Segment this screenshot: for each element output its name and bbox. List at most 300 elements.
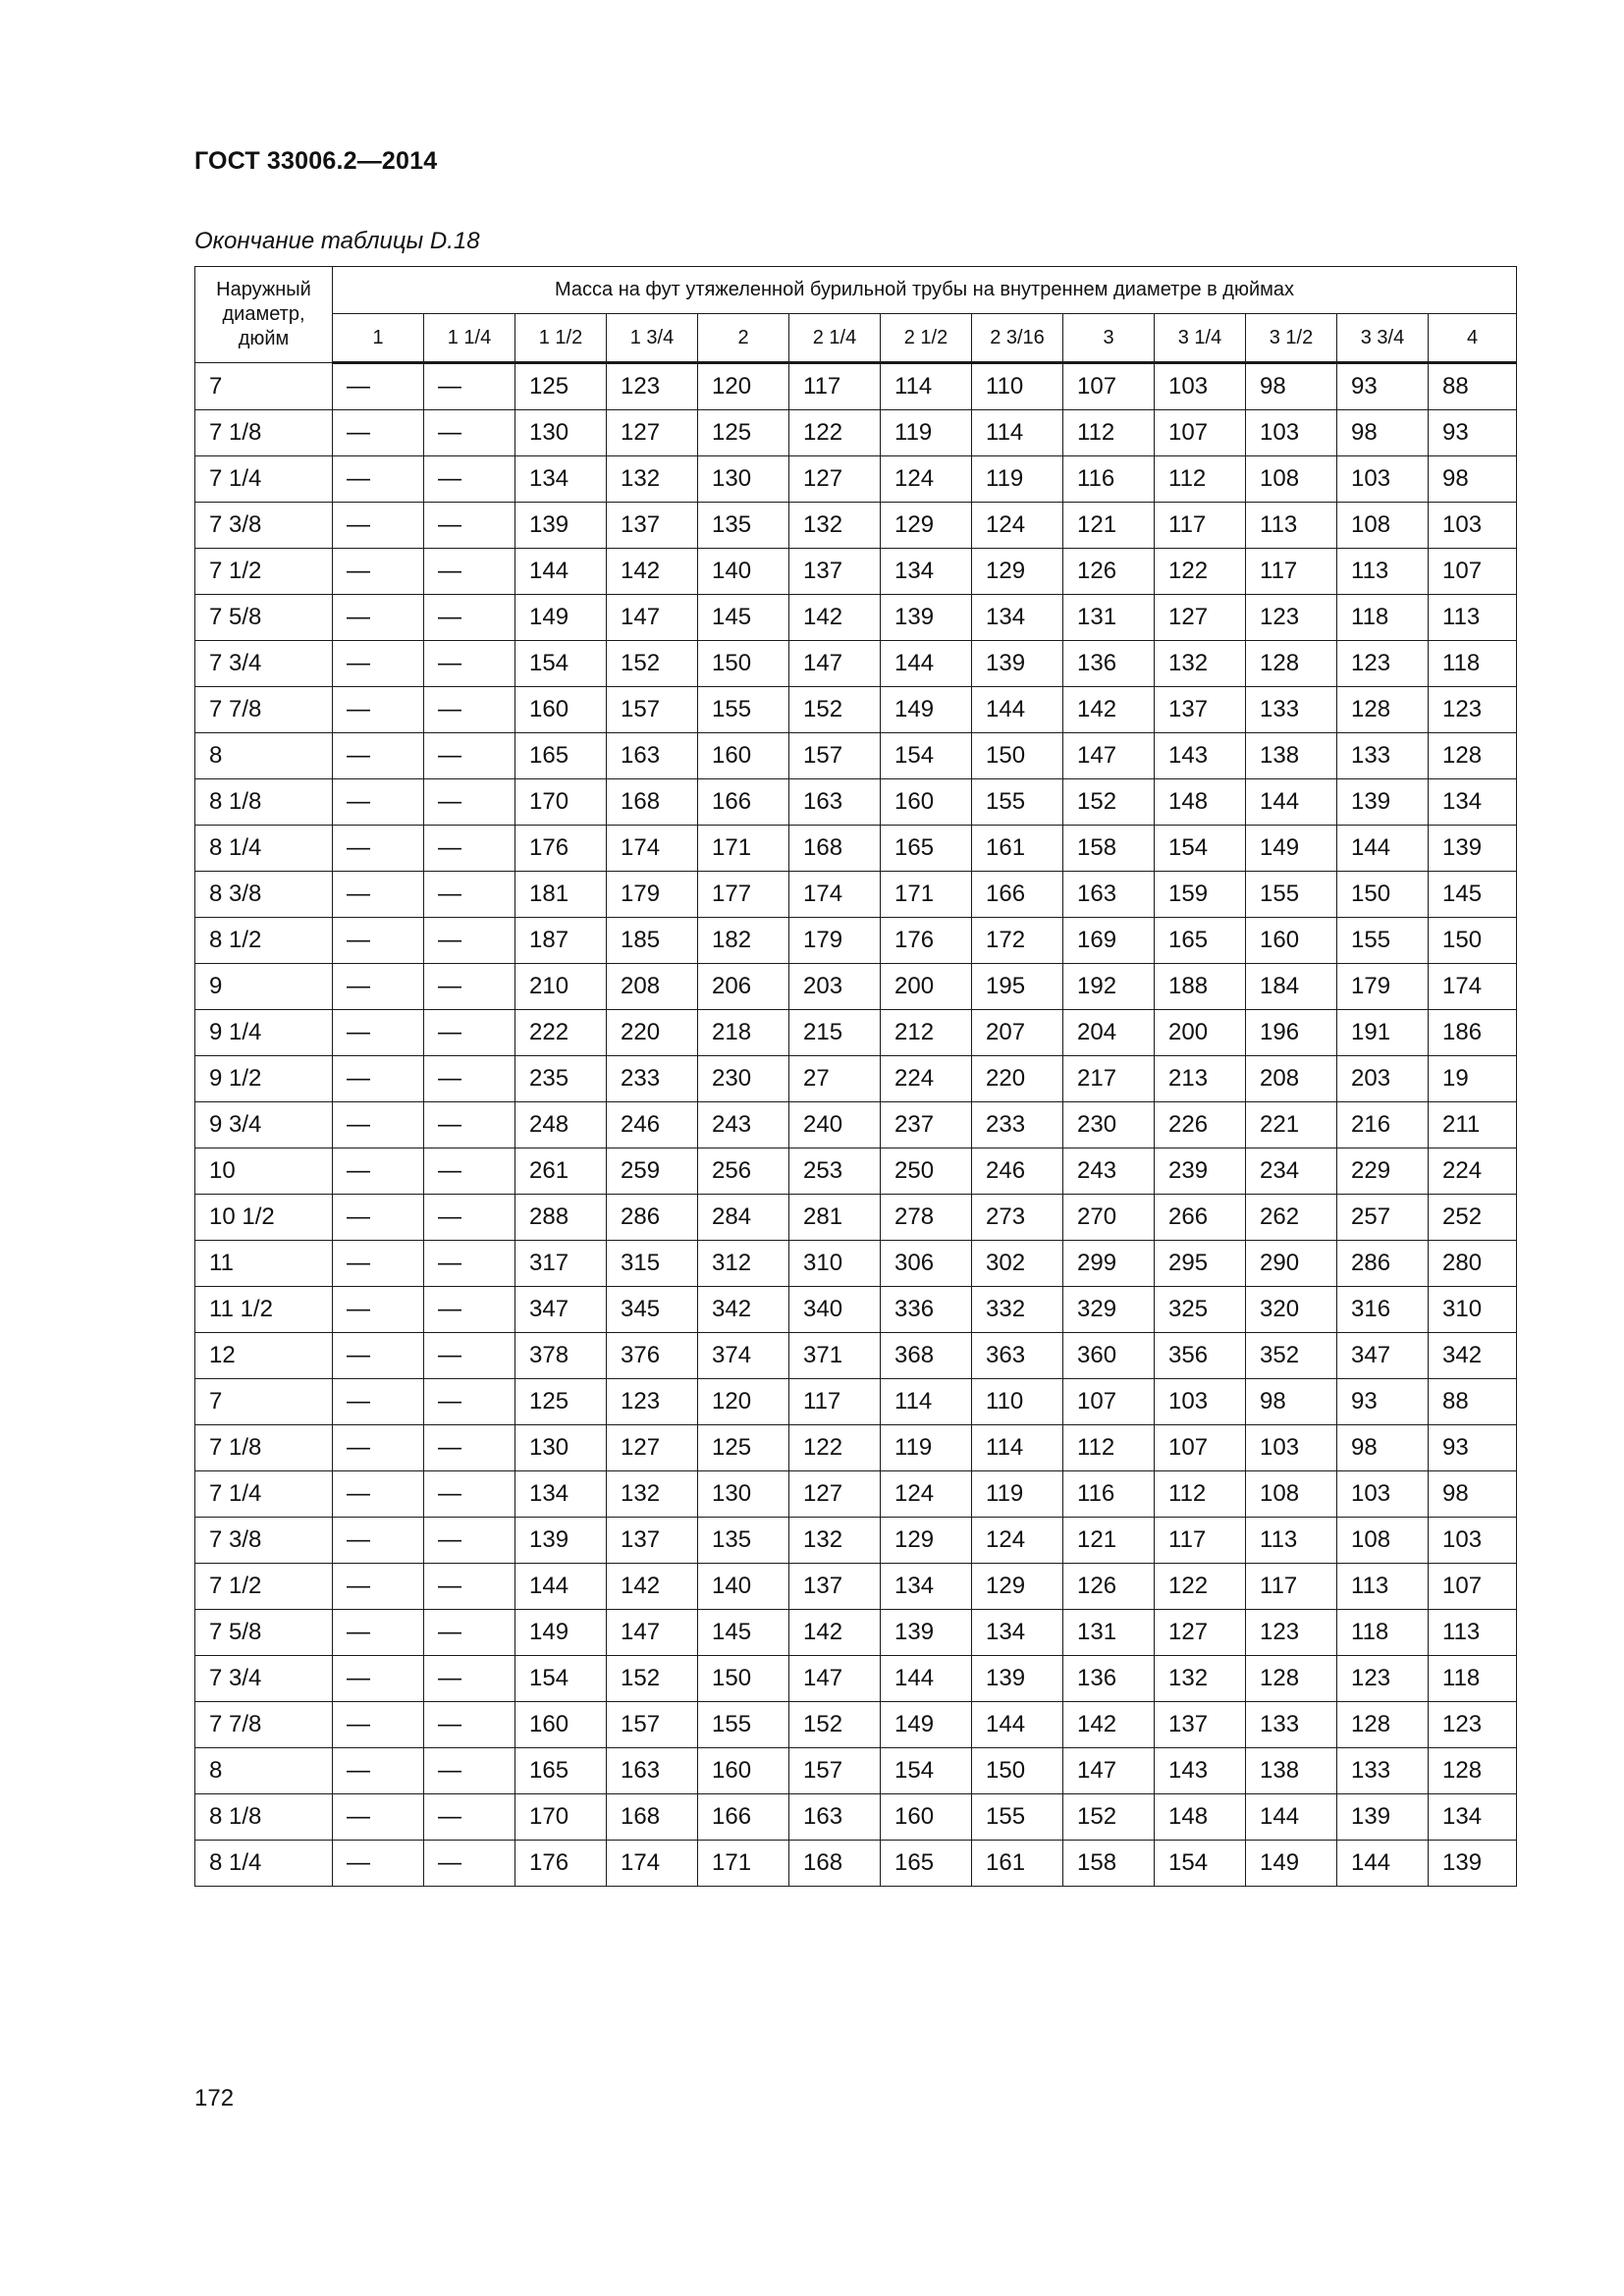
- column-header: 2 1/2: [881, 314, 972, 363]
- mass-cell: 221: [1246, 1102, 1337, 1148]
- mass-cell: 224: [1429, 1148, 1517, 1195]
- mass-cell: 130: [698, 1471, 789, 1518]
- outer-diameter-cell: 7 7/8: [195, 687, 333, 733]
- table-row: [195, 1148, 1517, 1195]
- mass-cell: 124: [881, 456, 972, 503]
- outer-diameter-cell: 11 1/2: [195, 1287, 333, 1333]
- outer-diameter-cell: 12: [195, 1333, 333, 1379]
- mass-cell: —: [333, 503, 424, 549]
- mass-cell: —: [424, 1195, 515, 1241]
- mass-cell: 240: [789, 1102, 881, 1148]
- mass-cell: 113: [1429, 1610, 1517, 1656]
- mass-cell: —: [424, 779, 515, 826]
- table-body: [195, 363, 1517, 1887]
- outer-diameter-cell: 7 1/2: [195, 1564, 333, 1610]
- data-table: [194, 266, 1517, 1887]
- mass-cell: 230: [698, 1056, 789, 1102]
- mass-cell: 312: [698, 1241, 789, 1287]
- mass-cell: 176: [881, 918, 972, 964]
- mass-cell: 129: [881, 1518, 972, 1564]
- mass-cell: —: [333, 1195, 424, 1241]
- mass-cell: 124: [881, 1471, 972, 1518]
- mass-cell: 114: [881, 363, 972, 410]
- mass-cell: —: [333, 1841, 424, 1887]
- mass-cell: 207: [972, 1010, 1063, 1056]
- mass-cell: 154: [1155, 1841, 1246, 1887]
- mass-cell: —: [424, 1379, 515, 1425]
- outer-diameter-cell: 7 7/8: [195, 1702, 333, 1748]
- mass-cell: 154: [515, 1656, 607, 1702]
- mass-cell: 143: [1155, 1748, 1246, 1794]
- mass-cell: 154: [881, 733, 972, 779]
- mass-cell: 123: [1429, 1702, 1517, 1748]
- mass-cell: 157: [607, 1702, 698, 1748]
- mass-cell: 117: [1155, 503, 1246, 549]
- mass-cell: —: [424, 964, 515, 1010]
- mass-cell: 123: [1429, 687, 1517, 733]
- mass-cell: 122: [1155, 549, 1246, 595]
- mass-cell: 149: [1246, 1841, 1337, 1887]
- mass-cell: 200: [1155, 1010, 1246, 1056]
- mass-cell: 315: [607, 1241, 698, 1287]
- mass-cell: 160: [515, 687, 607, 733]
- outer-diameter-cell: 8 1/4: [195, 1841, 333, 1887]
- mass-cell: 347: [1337, 1333, 1429, 1379]
- mass-cell: 145: [1429, 872, 1517, 918]
- column-header: 2 1/4: [789, 314, 881, 363]
- mass-cell: 144: [1337, 1841, 1429, 1887]
- mass-cell: 226: [1155, 1102, 1246, 1148]
- mass-cell: 103: [1429, 1518, 1517, 1564]
- mass-cell: 108: [1246, 456, 1337, 503]
- mass-cell: —: [424, 687, 515, 733]
- mass-cell: 107: [1155, 1425, 1246, 1471]
- mass-cell: 142: [607, 1564, 698, 1610]
- table-row: [195, 456, 1517, 503]
- mass-cell: 132: [1155, 641, 1246, 687]
- mass-cell: 273: [972, 1195, 1063, 1241]
- mass-cell: 166: [698, 1794, 789, 1841]
- mass-cell: 152: [789, 1702, 881, 1748]
- mass-cell: 98: [1337, 1425, 1429, 1471]
- mass-cell: 306: [881, 1241, 972, 1287]
- mass-cell: 154: [1155, 826, 1246, 872]
- mass-cell: 155: [972, 1794, 1063, 1841]
- outer-diameter-cell: 8 1/2: [195, 918, 333, 964]
- column-header: 1 1/4: [424, 314, 515, 363]
- mass-cell: 128: [1337, 1702, 1429, 1748]
- mass-cell: 168: [607, 1794, 698, 1841]
- mass-cell: 165: [515, 733, 607, 779]
- mass-cell: 188: [1155, 964, 1246, 1010]
- table-row: [195, 1518, 1517, 1564]
- table-row: [195, 1564, 1517, 1610]
- mass-cell: 137: [607, 1518, 698, 1564]
- outer-diameter-cell: 7 3/8: [195, 503, 333, 549]
- mass-cell: —: [424, 641, 515, 687]
- mass-cell: 155: [1246, 872, 1337, 918]
- mass-cell: 144: [515, 549, 607, 595]
- mass-cell: 157: [607, 687, 698, 733]
- mass-cell: 171: [698, 826, 789, 872]
- mass-cell: 220: [972, 1056, 1063, 1102]
- mass-cell: 342: [1429, 1333, 1517, 1379]
- mass-cell: 103: [1246, 1425, 1337, 1471]
- mass-cell: 133: [1246, 687, 1337, 733]
- mass-cell: 152: [789, 687, 881, 733]
- outer-diameter-cell: 10 1/2: [195, 1195, 333, 1241]
- column-header: 3 1/2: [1246, 314, 1337, 363]
- mass-cell: 134: [515, 456, 607, 503]
- mass-cell: 119: [972, 1471, 1063, 1518]
- outer-diameter-cell: 8 1/8: [195, 779, 333, 826]
- mass-cell: —: [424, 1748, 515, 1794]
- mass-cell: 150: [698, 1656, 789, 1702]
- mass-cell: 253: [789, 1148, 881, 1195]
- mass-cell: —: [424, 456, 515, 503]
- mass-cell: 135: [698, 1518, 789, 1564]
- mass-cell: 93: [1337, 363, 1429, 410]
- mass-cell: 191: [1337, 1010, 1429, 1056]
- outer-diameter-cell: 7 5/8: [195, 1610, 333, 1656]
- mass-cell: 165: [515, 1748, 607, 1794]
- mass-cell: 112: [1155, 456, 1246, 503]
- outer-diameter-cell: 9 3/4: [195, 1102, 333, 1148]
- mass-cell: 320: [1246, 1287, 1337, 1333]
- mass-cell: —: [333, 733, 424, 779]
- mass-cell: 150: [698, 641, 789, 687]
- mass-cell: 123: [1337, 641, 1429, 687]
- mass-cell: 176: [515, 1841, 607, 1887]
- mass-cell: 107: [1063, 1379, 1155, 1425]
- outer-diameter-cell: 7 1/2: [195, 549, 333, 595]
- outer-diameter-cell: 7 1/4: [195, 1471, 333, 1518]
- column-header-row: [195, 314, 1517, 363]
- mass-cell: 113: [1337, 1564, 1429, 1610]
- mass-cell: 155: [698, 687, 789, 733]
- outer-diameter-cell: 9: [195, 964, 333, 1010]
- mass-cell: 165: [881, 1841, 972, 1887]
- mass-cell: 218: [698, 1010, 789, 1056]
- mass-cell: 237: [881, 1102, 972, 1148]
- mass-cell: 123: [607, 363, 698, 410]
- mass-cell: 174: [1429, 964, 1517, 1010]
- mass-cell: —: [424, 1056, 515, 1102]
- mass-cell: 117: [789, 363, 881, 410]
- table-row: [195, 964, 1517, 1010]
- table-caption: Окончание таблицы D.18: [194, 228, 480, 254]
- mass-cell: 149: [515, 1610, 607, 1656]
- mass-cell: 299: [1063, 1241, 1155, 1287]
- mass-cell: 107: [1063, 363, 1155, 410]
- mass-cell: 127: [789, 1471, 881, 1518]
- table-row: [195, 733, 1517, 779]
- mass-cell: 179: [789, 918, 881, 964]
- outer-diameter-cell: 7 3/4: [195, 641, 333, 687]
- outer-diameter-cell: 8 1/4: [195, 826, 333, 872]
- mass-cell: 122: [1155, 1564, 1246, 1610]
- mass-cell: 152: [1063, 1794, 1155, 1841]
- mass-cell: 107: [1429, 549, 1517, 595]
- mass-cell: 144: [1337, 826, 1429, 872]
- mass-cell: 147: [1063, 733, 1155, 779]
- mass-cell: —: [424, 1702, 515, 1748]
- mass-cell: 126: [1063, 549, 1155, 595]
- mass-cell: 120: [698, 1379, 789, 1425]
- table-row: [195, 549, 1517, 595]
- mass-cell: 149: [515, 595, 607, 641]
- mass-cell: —: [333, 779, 424, 826]
- mass-cell: 138: [1246, 733, 1337, 779]
- mass-cell: 259: [607, 1148, 698, 1195]
- mass-cell: 128: [1246, 641, 1337, 687]
- mass-cell: —: [333, 1287, 424, 1333]
- mass-cell: 147: [789, 641, 881, 687]
- mass-cell: 144: [1246, 1794, 1337, 1841]
- mass-cell: —: [333, 1241, 424, 1287]
- mass-cell: 147: [789, 1656, 881, 1702]
- mass-cell: 172: [972, 918, 1063, 964]
- table-row: [195, 1241, 1517, 1287]
- mass-cell: 144: [1246, 779, 1337, 826]
- mass-cell: 129: [972, 1564, 1063, 1610]
- mass-cell: —: [333, 1794, 424, 1841]
- mass-cell: —: [424, 1287, 515, 1333]
- mass-cell: —: [424, 1794, 515, 1841]
- column-header: 3: [1063, 314, 1155, 363]
- mass-cell: 110: [972, 1379, 1063, 1425]
- mass-cell: —: [333, 410, 424, 456]
- mass-cell: 149: [881, 687, 972, 733]
- mass-cell: 139: [881, 1610, 972, 1656]
- mass-cell: 186: [1429, 1010, 1517, 1056]
- mass-cell: 168: [607, 779, 698, 826]
- mass-cell: 286: [1337, 1241, 1429, 1287]
- column-header: 2 3/16: [972, 314, 1063, 363]
- mass-cell: 130: [515, 410, 607, 456]
- mass-cell: 163: [789, 779, 881, 826]
- mass-cell: 182: [698, 918, 789, 964]
- mass-cell: 360: [1063, 1333, 1155, 1379]
- mass-cell: 134: [972, 1610, 1063, 1656]
- mass-cell: —: [424, 826, 515, 872]
- mass-cell: 103: [1429, 503, 1517, 549]
- corner-header: Наружный диаметр, дюйм: [195, 267, 333, 363]
- mass-cell: —: [424, 1148, 515, 1195]
- mass-cell: 208: [1246, 1056, 1337, 1102]
- mass-cell: 139: [881, 595, 972, 641]
- mass-cell: —: [333, 595, 424, 641]
- mass-cell: 150: [1429, 918, 1517, 964]
- mass-cell: 140: [698, 1564, 789, 1610]
- mass-cell: 235: [515, 1056, 607, 1102]
- outer-diameter-cell: 8 3/8: [195, 872, 333, 918]
- mass-cell: 233: [972, 1102, 1063, 1148]
- mass-cell: 108: [1337, 503, 1429, 549]
- mass-cell: 356: [1155, 1333, 1246, 1379]
- page-number: 172: [194, 2085, 235, 2111]
- mass-cell: —: [424, 1518, 515, 1564]
- mass-cell: 147: [607, 595, 698, 641]
- mass-cell: 210: [515, 964, 607, 1010]
- mass-cell: 144: [972, 1702, 1063, 1748]
- table-row: [195, 687, 1517, 733]
- mass-cell: 246: [972, 1148, 1063, 1195]
- mass-cell: 113: [1246, 1518, 1337, 1564]
- table-row: [195, 1333, 1517, 1379]
- mass-cell: 222: [515, 1010, 607, 1056]
- outer-diameter-cell: 7 1/8: [195, 410, 333, 456]
- mass-cell: 150: [1337, 872, 1429, 918]
- mass-cell: —: [424, 503, 515, 549]
- mass-cell: 281: [789, 1195, 881, 1241]
- mass-cell: 290: [1246, 1241, 1337, 1287]
- mass-cell: 139: [1429, 826, 1517, 872]
- mass-cell: 145: [698, 1610, 789, 1656]
- mass-cell: 129: [972, 549, 1063, 595]
- mass-cell: 138: [1246, 1748, 1337, 1794]
- mass-cell: 208: [607, 964, 698, 1010]
- mass-cell: 119: [881, 410, 972, 456]
- table-row: [195, 503, 1517, 549]
- mass-cell: 310: [1429, 1287, 1517, 1333]
- mass-cell: —: [333, 1702, 424, 1748]
- mass-cell: —: [333, 872, 424, 918]
- mass-cell: 117: [1246, 1564, 1337, 1610]
- mass-cell: 103: [1337, 1471, 1429, 1518]
- mass-cell: 123: [607, 1379, 698, 1425]
- mass-cell: 98: [1429, 1471, 1517, 1518]
- mass-cell: 108: [1246, 1471, 1337, 1518]
- mass-cell: 196: [1246, 1010, 1337, 1056]
- mass-cell: 137: [1155, 1702, 1246, 1748]
- mass-cell: 257: [1337, 1195, 1429, 1241]
- column-header: 4: [1429, 314, 1517, 363]
- table-row: [195, 1841, 1517, 1887]
- mass-cell: 134: [1429, 779, 1517, 826]
- mass-cell: 142: [789, 1610, 881, 1656]
- mass-cell: 220: [607, 1010, 698, 1056]
- outer-diameter-cell: 7: [195, 363, 333, 410]
- mass-cell: 134: [881, 1564, 972, 1610]
- mass-cell: —: [333, 1102, 424, 1148]
- mass-cell: 128: [1337, 687, 1429, 733]
- mass-cell: 288: [515, 1195, 607, 1241]
- mass-cell: 134: [1429, 1794, 1517, 1841]
- mass-cell: —: [333, 549, 424, 595]
- mass-cell: 317: [515, 1241, 607, 1287]
- mass-cell: 352: [1246, 1333, 1337, 1379]
- mass-cell: 147: [607, 1610, 698, 1656]
- mass-cell: 147: [1063, 1748, 1155, 1794]
- mass-cell: 166: [698, 779, 789, 826]
- mass-cell: 116: [1063, 1471, 1155, 1518]
- mass-cell: 171: [881, 872, 972, 918]
- mass-cell: 170: [515, 779, 607, 826]
- mass-cell: 203: [1337, 1056, 1429, 1102]
- mass-cell: 128: [1429, 1748, 1517, 1794]
- outer-diameter-cell: 7 1/4: [195, 456, 333, 503]
- mass-cell: 345: [607, 1287, 698, 1333]
- mass-cell: 133: [1246, 1702, 1337, 1748]
- mass-cell: 139: [515, 1518, 607, 1564]
- mass-cell: 371: [789, 1333, 881, 1379]
- mass-cell: 159: [1155, 872, 1246, 918]
- table-row: [195, 410, 1517, 456]
- mass-cell: 127: [1155, 1610, 1246, 1656]
- mass-cell: 266: [1155, 1195, 1246, 1241]
- mass-cell: 125: [515, 363, 607, 410]
- mass-cell: —: [333, 363, 424, 410]
- mass-cell: 270: [1063, 1195, 1155, 1241]
- mass-cell: 295: [1155, 1241, 1246, 1287]
- mass-cell: 113: [1246, 503, 1337, 549]
- mass-cell: 161: [972, 1841, 1063, 1887]
- mass-cell: —: [424, 595, 515, 641]
- column-header: 1 3/4: [607, 314, 698, 363]
- mass-cell: 118: [1337, 595, 1429, 641]
- table-row: [195, 1056, 1517, 1102]
- mass-cell: 187: [515, 918, 607, 964]
- mass-cell: 160: [698, 733, 789, 779]
- mass-cell: —: [424, 872, 515, 918]
- mass-cell: —: [424, 1656, 515, 1702]
- mass-cell: 157: [789, 733, 881, 779]
- mass-cell: 130: [515, 1425, 607, 1471]
- mass-cell: 114: [972, 1425, 1063, 1471]
- mass-cell: 192: [1063, 964, 1155, 1010]
- mass-cell: 119: [972, 456, 1063, 503]
- mass-cell: 200: [881, 964, 972, 1010]
- table-row: [195, 1748, 1517, 1794]
- mass-cell: 154: [881, 1748, 972, 1794]
- mass-cell: 98: [1337, 410, 1429, 456]
- mass-cell: 176: [515, 826, 607, 872]
- mass-cell: 239: [1155, 1148, 1246, 1195]
- mass-cell: 213: [1155, 1056, 1246, 1102]
- outer-diameter-cell: 9 1/4: [195, 1010, 333, 1056]
- table-row: [195, 1425, 1517, 1471]
- mass-cell: 98: [1429, 456, 1517, 503]
- mass-cell: 224: [881, 1056, 972, 1102]
- mass-cell: —: [333, 687, 424, 733]
- mass-cell: 302: [972, 1241, 1063, 1287]
- mass-cell: 149: [1246, 826, 1337, 872]
- mass-cell: 166: [972, 872, 1063, 918]
- mass-cell: 137: [1155, 687, 1246, 733]
- mass-cell: 129: [881, 503, 972, 549]
- mass-cell: 139: [515, 503, 607, 549]
- mass-cell: 139: [1429, 1841, 1517, 1887]
- mass-cell: 103: [1155, 1379, 1246, 1425]
- mass-cell: —: [333, 1471, 424, 1518]
- mass-cell: —: [424, 1610, 515, 1656]
- mass-cell: 117: [1155, 1518, 1246, 1564]
- table-row: [195, 1010, 1517, 1056]
- mass-cell: 203: [789, 964, 881, 1010]
- mass-cell: —: [333, 1333, 424, 1379]
- mass-cell: 121: [1063, 503, 1155, 549]
- mass-cell: 108: [1337, 1518, 1429, 1564]
- mass-cell: —: [424, 1102, 515, 1148]
- mass-cell: 118: [1429, 641, 1517, 687]
- mass-cell: 286: [607, 1195, 698, 1241]
- table-row: [195, 641, 1517, 687]
- mass-cell: 148: [1155, 779, 1246, 826]
- mass-cell: 374: [698, 1333, 789, 1379]
- mass-cell: —: [333, 1564, 424, 1610]
- mass-cell: —: [424, 1333, 515, 1379]
